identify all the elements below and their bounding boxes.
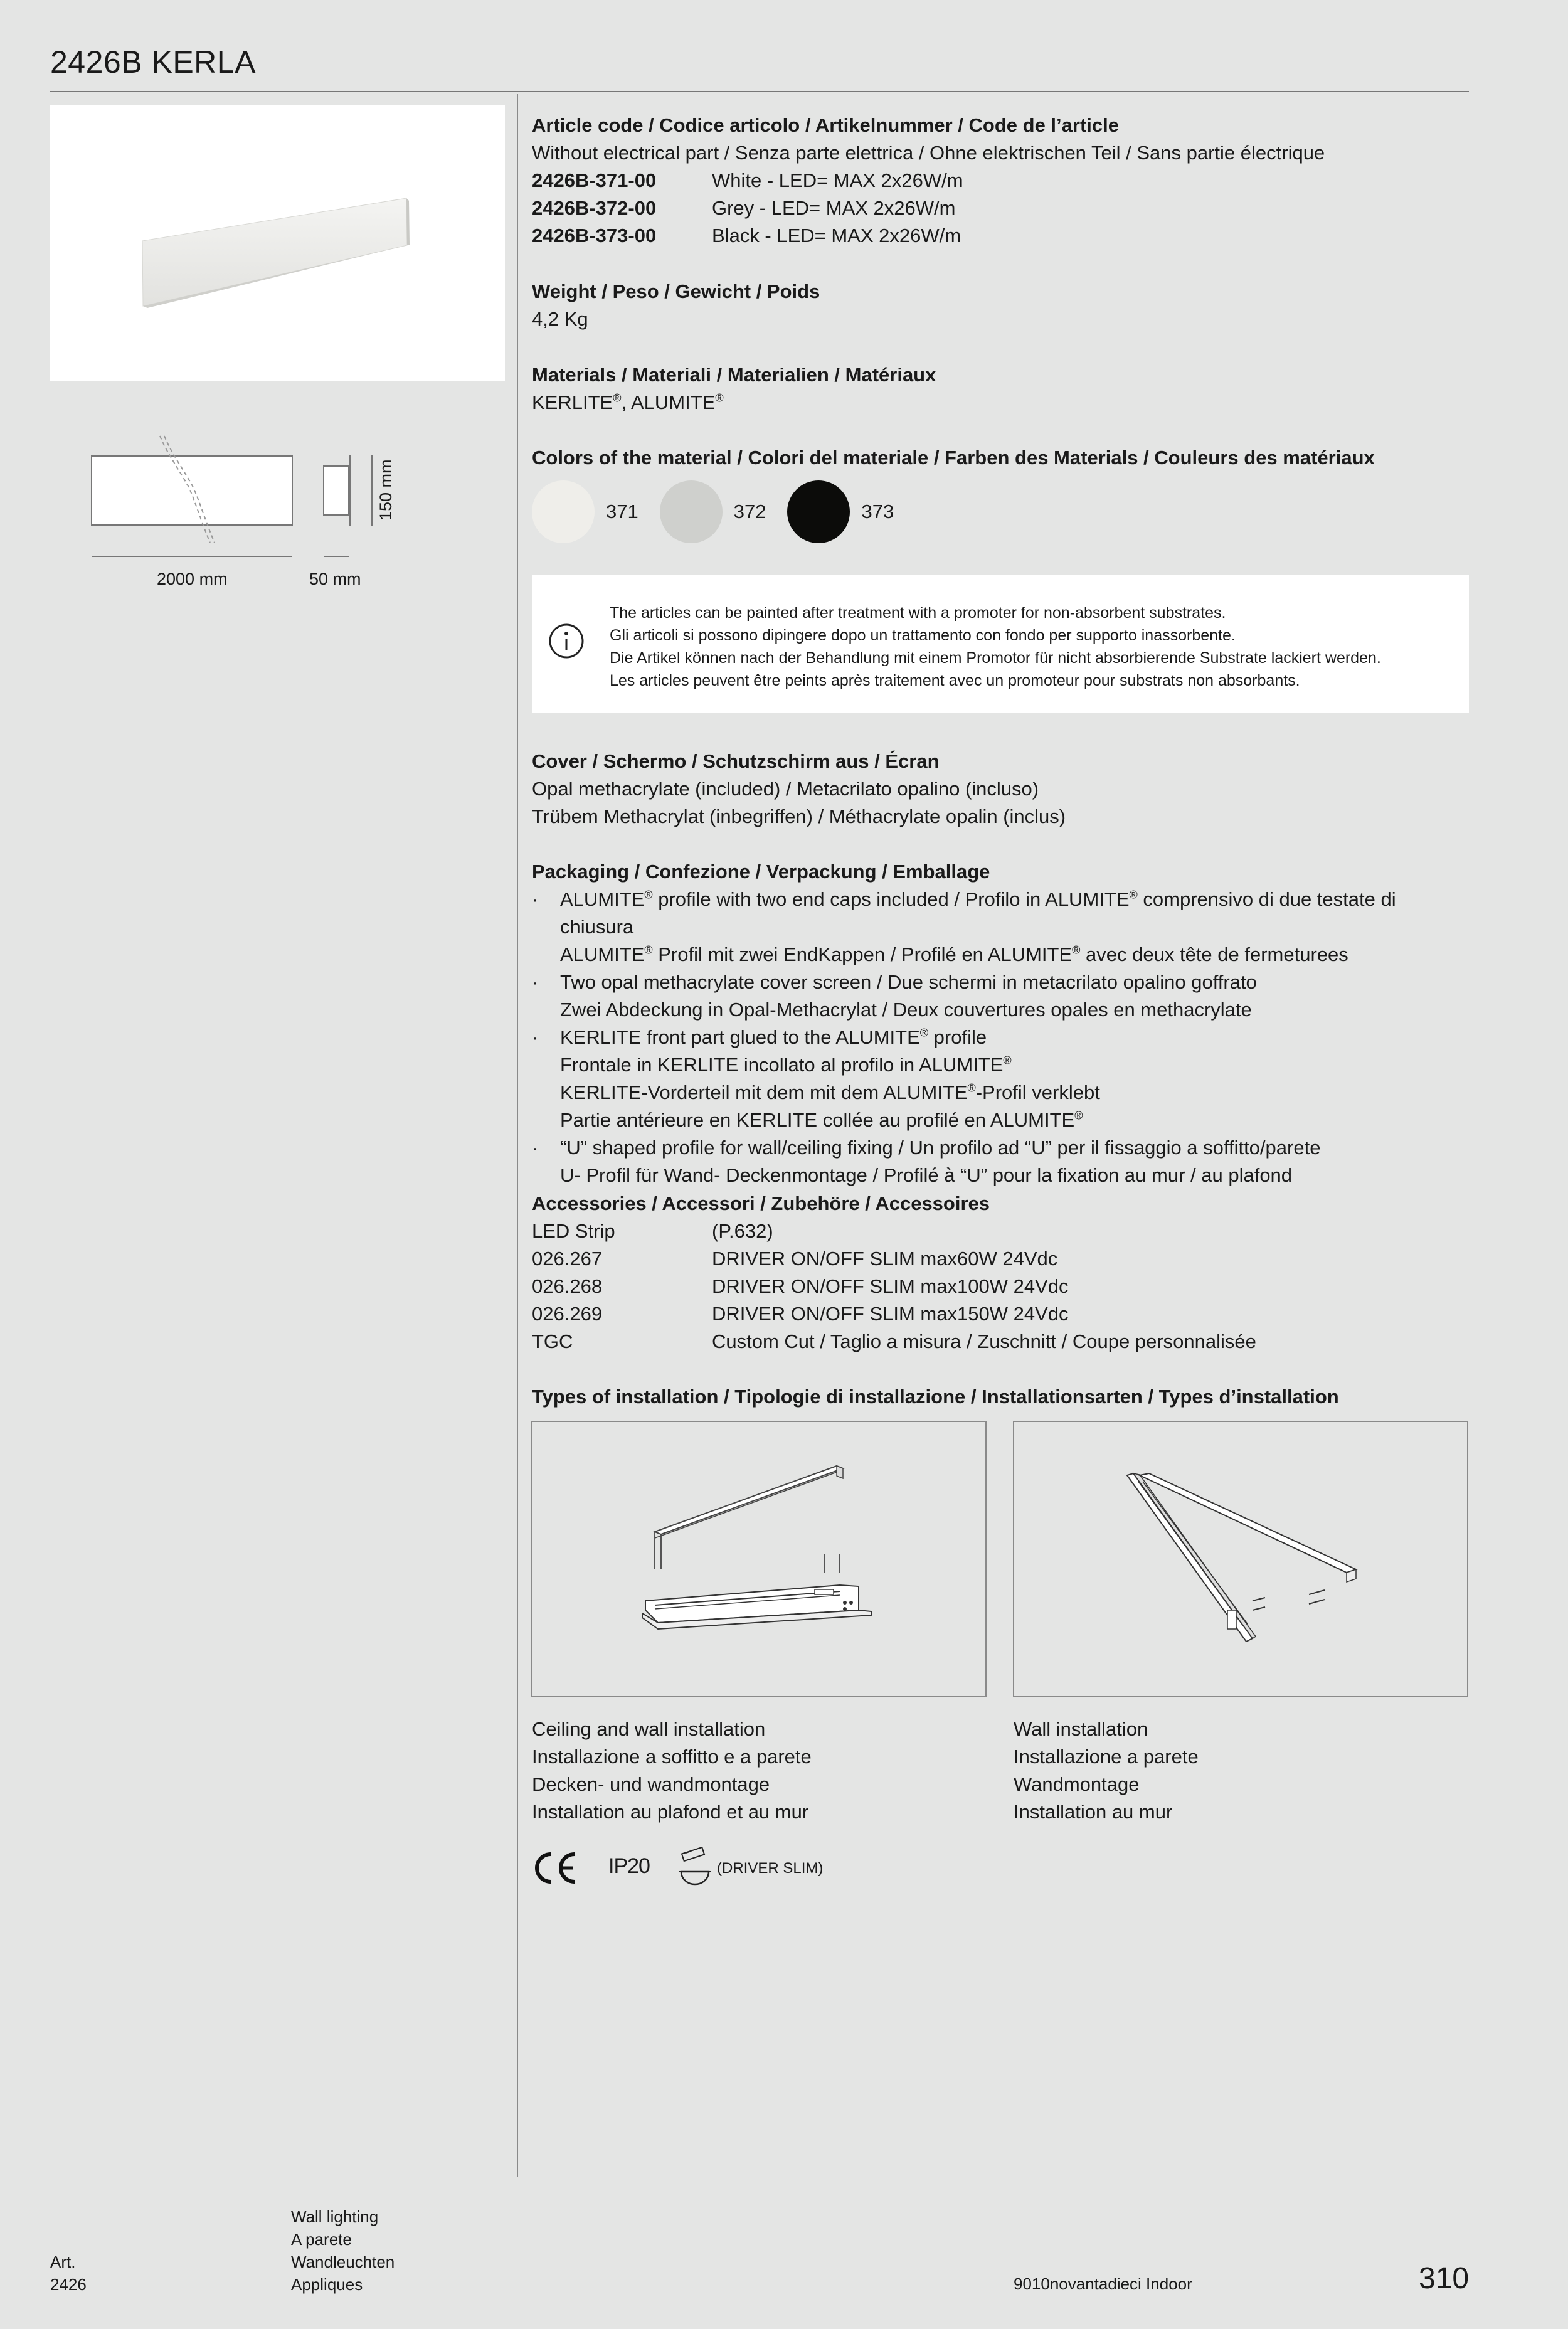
ip-rating: IP20: [608, 1854, 650, 1878]
cover-heading: Cover / Schermo / Schutzschirm aus / Écran: [532, 750, 940, 772]
weight-heading: Weight / Peso / Gewicht / Poids: [532, 280, 820, 302]
swatch-circle: [660, 480, 723, 543]
wall-installation-text: Wall installation Installazione a parete Wandmontage Installation au mur: [1014, 1718, 1199, 1823]
footer-brand: 9010novantadieci Indoor: [1014, 2274, 1192, 2293]
installation-heading: Types of installation / Tipologie di installazione / Installationsarten / Types d’installation: [532, 1386, 1339, 1408]
article-code: 2426B-373-00: [532, 225, 657, 247]
article-row: [532, 222, 1469, 250]
packaging-item: · “U” shaped profile for wall/ceiling fixing / Un profilo ad “U” per il fissaggio a soffitto/parete U- Profil für Wand- Deckenmontage / Profilé à “U” pour la fixation au mur / au plafond: [532, 1137, 1321, 1186]
page-number: 310: [1419, 2262, 1470, 2295]
ceiling-installation-diagram: [531, 1421, 987, 1697]
installation-heading-wrap: [532, 1383, 1469, 1411]
accessory-row: 026.268 DRIVER ON/OFF SLIM max100W 24Vdc: [532, 1275, 1069, 1297]
footer-category: Wall lighting A parete Wandleuchten Appliques: [291, 2207, 395, 2294]
color-swatch-373: [787, 480, 894, 543]
article-desc: White - LED= MAX 2x26W/m: [712, 169, 963, 191]
cover-section: [532, 748, 1469, 830]
article-row: [532, 194, 1469, 222]
materials-section: [532, 361, 1469, 416]
color-swatch-372: [660, 480, 766, 543]
color-swatches: [532, 480, 1469, 543]
notice-text: The articles can be painted after treatment with a promoter for non-absorbent substrates. Gli articoli si possono dipingere dopo un trattamento con fondo per supporto inassorbente. Die Artikel können nach der Behandlung mit einem Promotor für nicht absorbierende Substrate lackiert werden. Les articles peuvent être peints après traitement avec un promoteur pour substrats non absorbants.: [610, 604, 1381, 689]
swatch-circle: [787, 480, 850, 543]
article-subheading: Without electrical part / Senza parte elettrica / Ohne elektrischen Teil / Sans partie électrique: [532, 142, 1325, 164]
article-desc: Grey - LED= MAX 2x26W/m: [712, 197, 956, 219]
packaging-heading: Packaging / Confezione / Verpackung / Emballage: [532, 861, 990, 883]
accessory-row: 026.267 DRIVER ON/OFF SLIM max60W 24Vdc: [532, 1248, 1058, 1270]
ce-mark-icon: [532, 1849, 579, 1887]
accessories-heading: Accessories / Accessori / Zubehöre / Accessoires: [532, 1192, 990, 1214]
ceiling-installation-text: Ceiling and wall installation Installazione a soffitto e a parete Decken- und wandmontage Installation au plafond et au mur: [532, 1718, 812, 1823]
length-label: 2000 mm: [157, 570, 228, 588]
driver-slim-label: (DRIVER SLIM): [717, 1860, 824, 1877]
article-desc: Black - LED= MAX 2x26W/m: [712, 225, 961, 247]
footer-art: Art. 2426: [50, 2252, 87, 2294]
packaging-item: · Two opal methacrylate cover screen / Due schermi in metacrilato opalino goffrato Zwei Abdeckung in Opal-Methacrylat / Deux couvertures opales en methacrylate: [532, 971, 1257, 1021]
column-divider: [517, 94, 518, 2177]
wall-installation-diagram: [1013, 1421, 1468, 1697]
page-title: 2426B KERLA: [50, 45, 256, 80]
cover-line: Opal methacrylate (included) / Metacrilato opalino (incluso): [532, 778, 1039, 800]
accessory-row: 026.269 DRIVER ON/OFF SLIM max150W 24Vdc: [532, 1303, 1069, 1325]
color-swatch-371: [532, 480, 638, 543]
depth-label: 50 mm: [309, 570, 361, 588]
article-heading: Article code / Codice articolo / Artikelnummer / Code de l’article: [532, 114, 1119, 136]
colors-heading: Colors of the material / Colori del materiale / Farben des Materials / Couleurs des matériaux: [532, 447, 1375, 469]
weight-value: 4,2 Kg: [532, 308, 588, 330]
accessories-section: [532, 1190, 1469, 1355]
accessory-row: LED Strip (P.632): [532, 1220, 773, 1242]
swatch-circle: [532, 480, 595, 543]
article-code: 2426B-371-00: [532, 169, 657, 191]
weight-section: [532, 278, 1469, 333]
height-label: 150 mm: [376, 459, 395, 521]
driver-slim-icon: [677, 1845, 716, 1889]
article-row: [532, 167, 1469, 194]
lamp-image: [50, 105, 505, 381]
article-code: 2426B-372-00: [532, 197, 657, 219]
packaging-item: · KERLITE front part glued to the ALUMITE® profile Frontale in KERLITE incollato al profilo in ALUMITE® KERLITE-Vorderteil mit dem mit dem ALUMITE®-Profil verklebt Partie antérieure en KERLITE collée au profilé en ALUMITE®: [532, 1026, 1100, 1131]
packaging-section: [532, 858, 1469, 1189]
info-icon: [548, 622, 585, 660]
accessory-row: TGC Custom Cut / Taglio a misura / Zuschnitt / Coupe personnalisée: [532, 1330, 1256, 1352]
colors-section: [532, 444, 1469, 543]
swatch-code: 373: [861, 501, 894, 523]
swatch-code: 372: [733, 501, 766, 523]
dimension-drawing: [88, 427, 426, 577]
materials-heading: Materials / Materiali / Materialien / Matériaux: [532, 364, 936, 386]
materials-value: KERLITE®, ALUMITE®: [532, 391, 724, 413]
article-section: [532, 112, 1469, 250]
title-divider: [50, 91, 1469, 92]
swatch-code: 371: [606, 501, 638, 523]
painting-notice: [532, 575, 1469, 713]
packaging-item: · ALUMITE® profile with two end caps included / Profilo in ALUMITE® comprensivo di due testate di chiusura ALUMITE® Profil mit zwei EndKappen / Profilé en ALUMITE® avec deux tête de fermeturees: [532, 888, 1396, 965]
cover-line: Trübem Methacrylat (inbegriffen) / Méthacrylate opalin (inclus): [532, 805, 1066, 827]
product-photo: [50, 105, 505, 381]
